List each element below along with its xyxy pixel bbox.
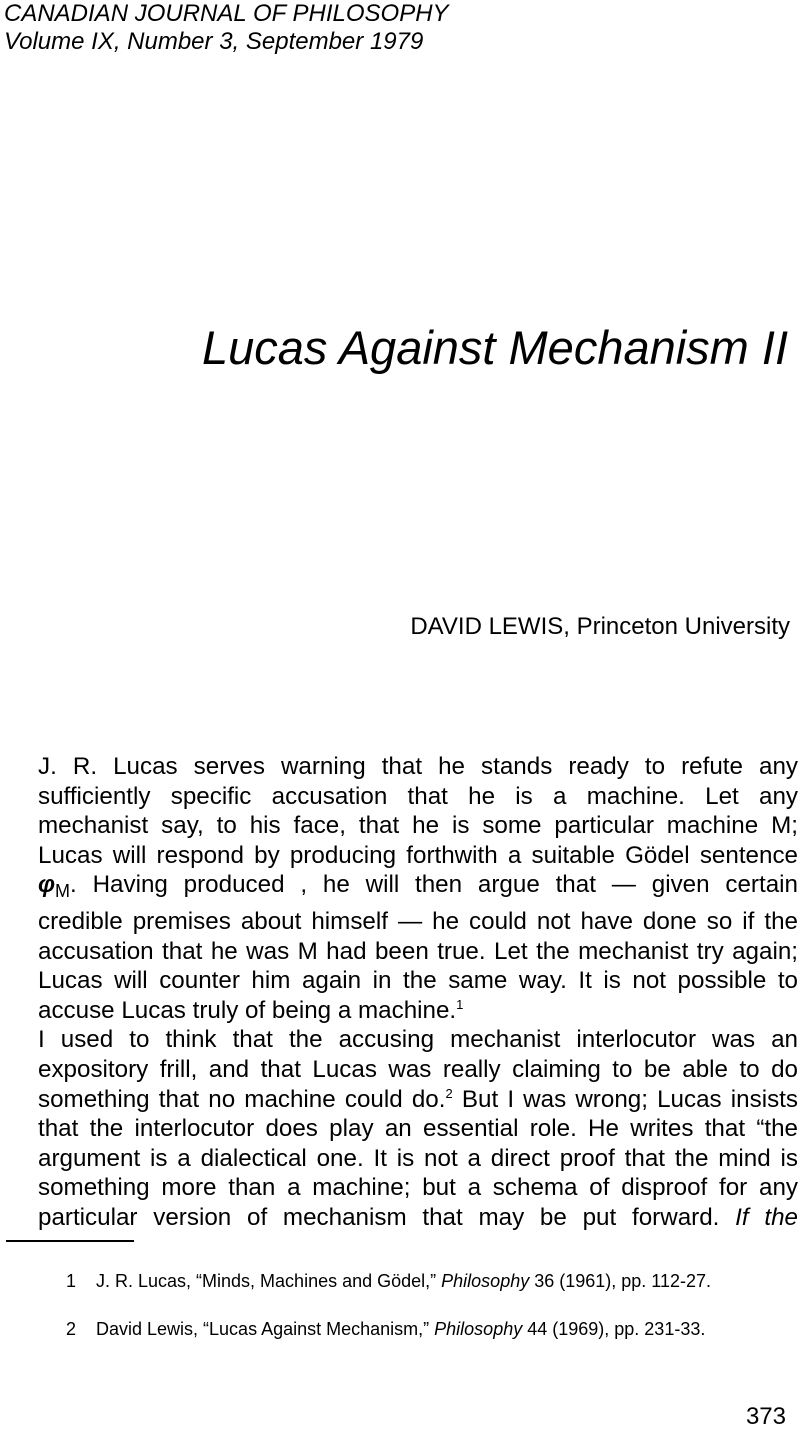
footnote-journal: Philosophy [441, 1271, 530, 1291]
body-line [4, 1203, 798, 1233]
body-line: that the interlocutor does play an essential role. He writes that “the [38, 1115, 798, 1143]
footnote-journal: Philosophy [434, 1319, 523, 1339]
body-line: Lucas will counter him again in the same way. It is not possible to [38, 967, 798, 995]
footnote-divider [6, 1240, 134, 1242]
body-line [4, 1085, 798, 1115]
body-line: argument is a dialectical one. It is not a direct proof that the mind is [38, 1144, 798, 1172]
article-author: DAVID LEWIS, Princeton University [410, 613, 790, 640]
body-fragment: . Having produced , he will then argue that — given certain [70, 871, 798, 899]
body-line-with-symbols [4, 870, 798, 907]
footnote-text: J. R. Lucas, “Minds, Machines and Gödel,” [96, 1271, 442, 1291]
footnote-number: 1 [66, 1271, 77, 1291]
body-line [4, 996, 798, 1026]
article-title: Lucas Against Mechanism II [201, 321, 788, 374]
footnote-2 [66, 1318, 705, 1340]
body-line: credible premises about himself — he could not have done so if the [38, 907, 798, 935]
phi-subscript: M [55, 881, 71, 902]
body-line: I used to think that the accusing mechanist interlocutor was an [38, 1026, 798, 1054]
body-line: expository frill, and that Lucas was really claiming to be able to do [38, 1055, 798, 1083]
body-line: something more than a machine; but a schema of disproof for any [38, 1174, 798, 1202]
body-line: accusation that he was M had been true. Let the mechanist try again; [38, 937, 798, 965]
body-fragment: particular version of mechanism that may be put forward. [38, 1203, 736, 1231]
body-fragment: But I was wrong; Lucas insists [461, 1085, 798, 1113]
body-line: mechanist say, to his face, that he is some particular machine M; [38, 812, 798, 840]
body-line: sufficiently specific accusation that he is a machine. Let any [38, 782, 798, 810]
footnote-ref-1[interactable]: 1 [456, 996, 464, 1012]
body-line: J. R. Lucas serves warning that he stands ready to refute any [38, 753, 798, 780]
body-line: Lucas will respond by producing forthwith a suitable Gödel sentence [38, 841, 798, 869]
journal-issue: Volume IX, Number 3, September 1979 [4, 28, 424, 55]
footnote-ref-2[interactable]: 2 [445, 1085, 453, 1101]
body-italic-fragment: If the [735, 1203, 798, 1231]
body-fragment: something that no machine could do. [38, 1085, 446, 1113]
footnote-1 [66, 1270, 711, 1292]
footnote-number: 2 [66, 1319, 77, 1339]
body-fragment: accuse Lucas truly of being a machine. [38, 996, 457, 1024]
footnote-text: 36 (1961), pp. 112-27. [529, 1271, 712, 1291]
page-number: 373 [745, 1403, 786, 1430]
article-body [4, 752, 798, 1233]
phi-symbol: φ [38, 871, 56, 899]
paragraph-2 [4, 1025, 798, 1232]
journal-header [4, 0, 449, 56]
journal-name: CANADIAN JOURNAL OF PHILOSOPHY [4, 0, 449, 27]
footnote-text: 44 (1969), pp. 231-33. [522, 1319, 706, 1339]
paragraph-1 [4, 752, 798, 1025]
footnote-text: David Lewis, “Lucas Against Mechanism,” [96, 1319, 435, 1339]
